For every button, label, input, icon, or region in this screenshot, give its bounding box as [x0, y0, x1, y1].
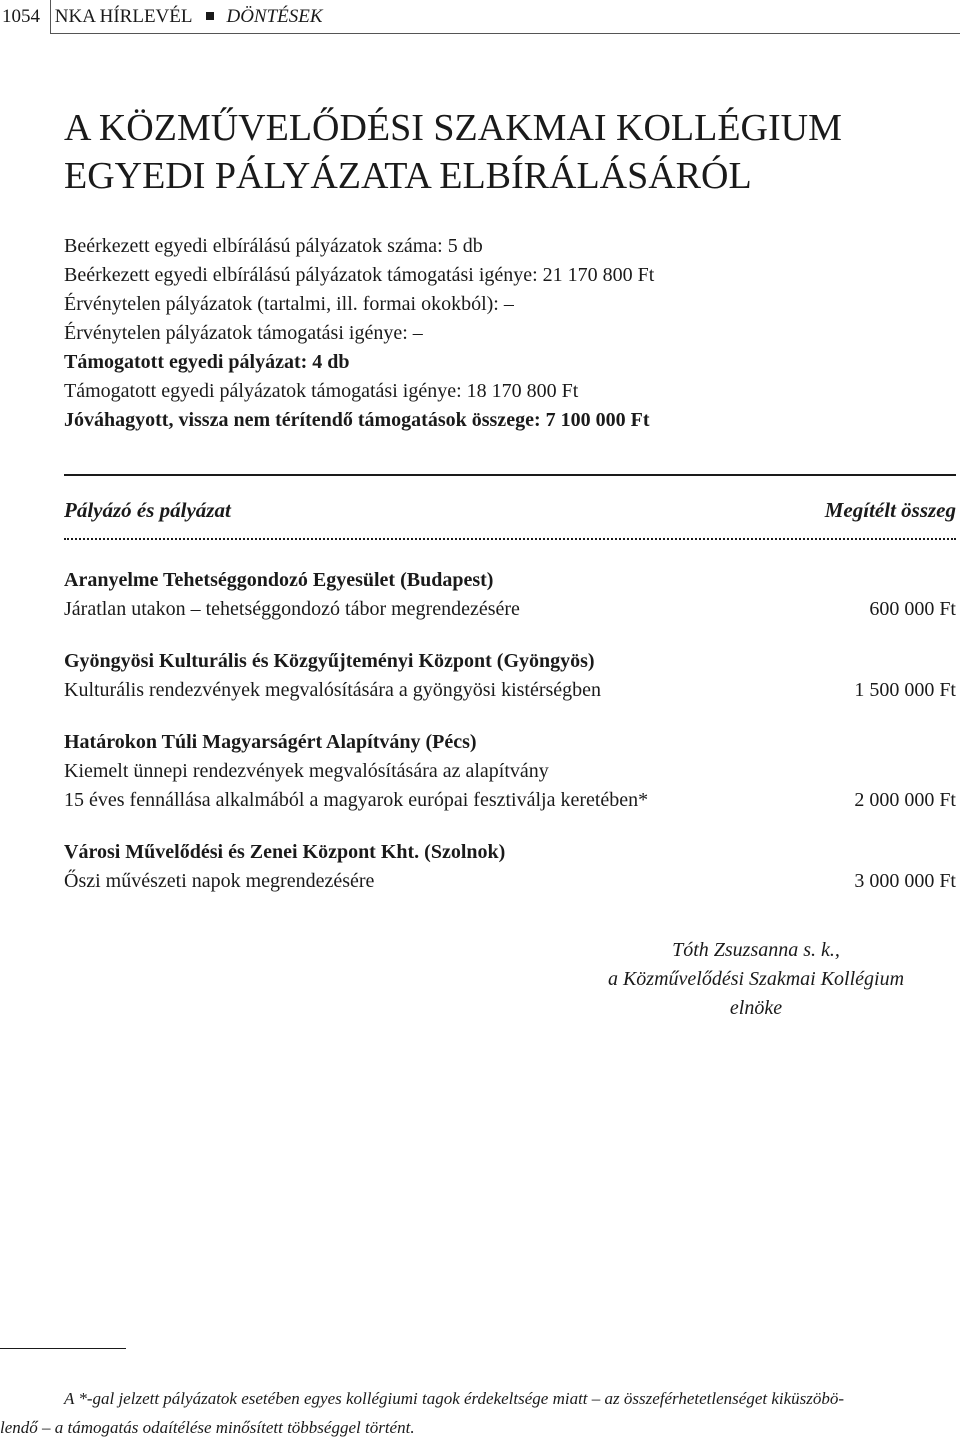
summary-line: Érvénytelen pályázatok (tartalmi, ill. formai okokból): –: [64, 293, 514, 315]
summary-line: Beérkezett egyedi elbírálású pályázatok támogatási igénye: 21 170 800 Ft: [64, 264, 655, 286]
summary-line: Beérkezett egyedi elbírálású pályázatok száma: 5 db: [64, 235, 483, 257]
signature-name: Tóth Zsuzsanna s. k.,: [672, 939, 840, 961]
grant-description: Járatlan utakon – tehetséggondozó tábor megrendezésére: [64, 598, 520, 620]
footnote-line-1: A *-gal jelzett pályázatok esetében egyes kollégiumi tagok érdekeltsége miatt – az összeférhetetlenséget kiküszöbö-: [64, 1389, 845, 1408]
summary-line: Érvénytelen pályázatok támogatási igénye: –: [64, 322, 423, 344]
square-bullet-icon: [206, 12, 214, 20]
grant-amount: 1 500 000 Ft: [854, 679, 956, 701]
summary-line: Támogatott egyedi pályázatok támogatási igénye: 18 170 800 Ft: [64, 380, 579, 402]
grant-description: Kulturális rendezvények megvalósítására a gyöngyösi kistérségben: [64, 679, 602, 701]
footnote-rule: [0, 1348, 126, 1349]
summary-line-bold: Támogatott egyedi pályázat: 4 db: [64, 351, 350, 373]
signature-title: elnöke: [729, 997, 783, 1019]
signature-role: a Közművelődési Szakmai Kollégium: [607, 968, 905, 990]
grant-list: [64, 566, 956, 919]
footnote-line-2: lendő – a támogatás odaítélése minősített többséggel történt.: [0, 1418, 415, 1437]
title-line-2: EGYEDI PÁLYÁZATA ELBÍRÁLÁSÁRÓL: [64, 155, 752, 197]
running-header: [0, 0, 960, 34]
grant-description: 15 éves fennállása alkalmából a magyarok európai fesztiválja keretében*: [64, 789, 649, 811]
publication-name: NKA HÍRLEVÉL: [54, 6, 193, 27]
title-line-1: A KÖZMŰVELŐDÉSI SZAKMAI KOLLÉGIUM: [64, 107, 842, 149]
grant-organization: Gyöngyösi Kulturális és Közgyűjteményi Központ (Gyöngyös): [64, 650, 595, 672]
grant-entry: [64, 566, 956, 624]
grant-entry: [64, 838, 956, 896]
table-dotted-rule: [64, 538, 956, 540]
grant-entry: [64, 728, 956, 815]
grant-description: Kiemelt ünnepi rendezvények megvalósítására az alapítvány: [64, 760, 549, 782]
table-top-rule: [64, 474, 956, 476]
footnote: [0, 1384, 956, 1442]
page-title: [64, 104, 842, 200]
grant-amount: 3 000 000 Ft: [854, 870, 956, 892]
grant-amount: 600 000 Ft: [869, 598, 956, 620]
summary-block: [64, 232, 654, 435]
grant-organization: Városi Művelődési és Zenei Központ Kht. (Szolnok): [64, 841, 506, 863]
page-number: 1054: [2, 6, 40, 27]
grant-description: Őszi művészeti napok megrendezésére: [64, 870, 375, 892]
grant-organization: Határokon Túli Magyarságért Alapítvány (Pécs): [64, 731, 477, 753]
grant-amount: 2 000 000 Ft: [854, 789, 956, 811]
signature-block: [530, 936, 960, 1023]
grant-organization: Aranyelme Tehetséggondozó Egyesület (Budapest): [64, 569, 494, 591]
summary-line-bold: Jóváhagyott, vissza nem térítendő támogatások összege: 7 100 000 Ft: [64, 409, 650, 431]
column-header-amount: Megítélt összeg: [824, 498, 956, 522]
section-name: DÖNTÉSEK: [226, 6, 323, 27]
column-header-applicant: Pályázó és pályázat: [64, 498, 231, 522]
grant-entry: [64, 647, 956, 705]
